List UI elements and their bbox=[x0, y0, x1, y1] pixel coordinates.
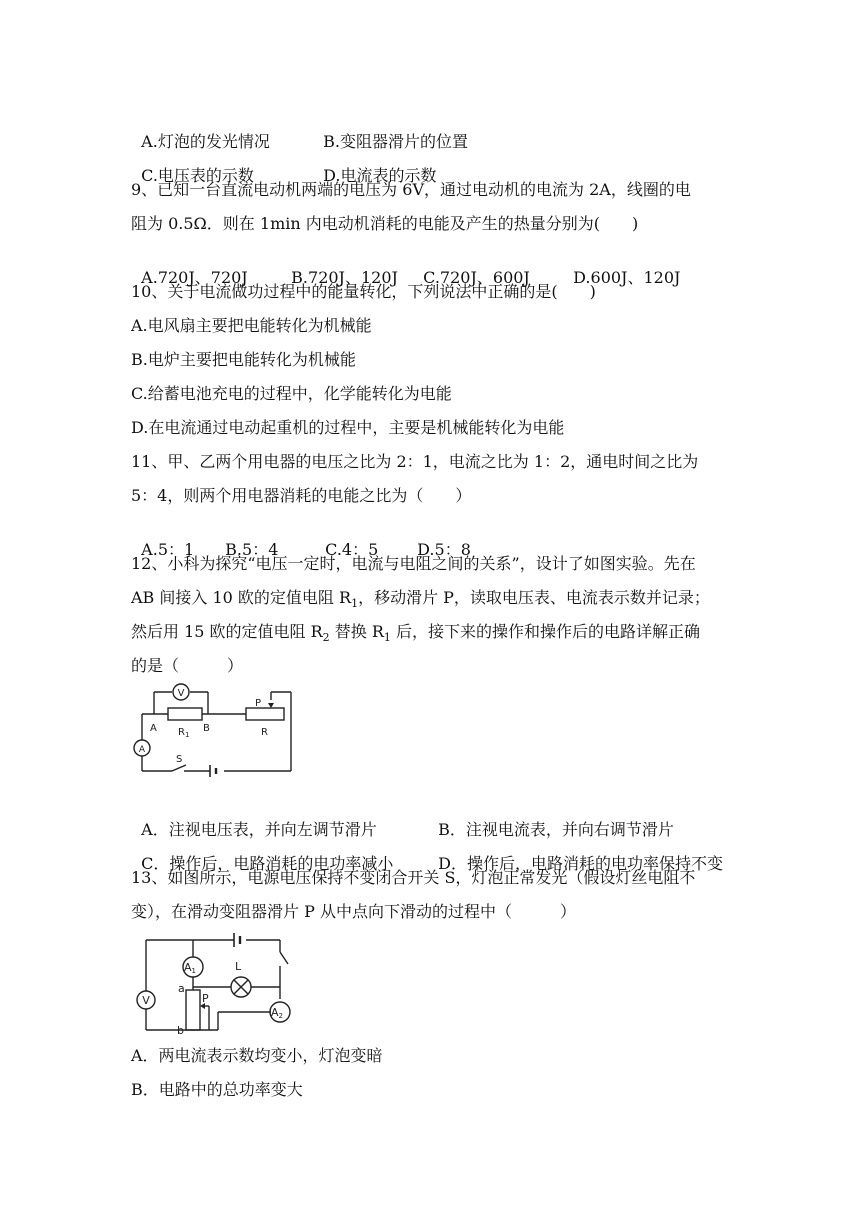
q8-option-d: D.电流表的示数 bbox=[323, 166, 437, 185]
q9-option-c: C.720J、600J bbox=[423, 268, 530, 287]
q12-line3-sub1: 2 bbox=[322, 631, 330, 645]
q13-a2-letter: A bbox=[271, 1006, 279, 1019]
q13-option-b: B．电路中的总功率变大 bbox=[131, 1080, 303, 1099]
q13-slider-p-label: P bbox=[202, 992, 209, 1005]
q13-voltmeter-label: V bbox=[142, 994, 150, 1007]
q12-option-c: C．操作后，电路消耗的电功率减小 bbox=[141, 854, 394, 873]
q9-stem-line2: 阻为 0.5Ω．则在 1min 内电动机消耗的电能及产生的热量分别为( ) bbox=[131, 214, 639, 233]
q13-stem-line2: 变），在滑动变阻器滑片 P 从中点向下滑动的过程中（ ） bbox=[131, 902, 576, 921]
q12-point-a-label: A bbox=[150, 723, 157, 734]
q13-stem-line1: 13、如图所示，电源电压保持不变闭合开关 S，灯泡正常发光（假设灯丝电阻不 bbox=[131, 868, 696, 887]
q12-switch-label: S bbox=[176, 754, 183, 765]
q13-a1-letter: A bbox=[184, 961, 192, 974]
q12-stem-line1: 12、小科为探究“电压一定时，电流与电阻之间的关系”，设计了如图实验。先在 bbox=[131, 554, 696, 573]
q12-option-a: A．注视电压表，并向左调节滑片 bbox=[141, 820, 377, 839]
q12-rheostat-label: R bbox=[261, 727, 268, 738]
q12-r1-subscript: 1 bbox=[184, 731, 190, 739]
q12-line2-part1: AB 间接入 10 欧的定值电阻 R bbox=[131, 588, 352, 607]
q13-lamp-label: L bbox=[235, 960, 242, 973]
q11-option-d: D.5：8 bbox=[417, 540, 471, 559]
q12-stem-line3 bbox=[131, 622, 700, 648]
q12-line3-part1: 然后用 15 欧的定值电阻 R bbox=[131, 622, 323, 641]
q8-option-b: B.变阻器滑片的位置 bbox=[323, 132, 469, 151]
q8-option-c: C.电压表的示数 bbox=[141, 166, 254, 185]
q13-a2-label bbox=[271, 1006, 283, 1020]
q13-a1-subscript: 1 bbox=[191, 967, 196, 975]
q12-stem-line2 bbox=[131, 588, 710, 614]
q12-option-b: B．注视电流表，并向右调节滑片 bbox=[438, 820, 674, 839]
q13-a2-subscript: 2 bbox=[278, 1012, 283, 1020]
q9-stem-line1: 9、已知一台直流电动机两端的电压为 6V，通过电动机的电流为 2A，线圈的电 bbox=[131, 180, 691, 199]
q12-line2-part2: ，移动滑片 P，读取电压表、电流表示数并记录； bbox=[358, 588, 710, 607]
q12-voltmeter-label: V bbox=[177, 688, 185, 699]
q9-option-d: D.600J、120J bbox=[573, 268, 681, 287]
q12-line2-sub: 1 bbox=[351, 597, 359, 611]
q12-circuit-diagram bbox=[128, 683, 298, 783]
q13-circuit-diagram bbox=[130, 930, 305, 1038]
q10-option-a: A.电风扇主要把电能转化为机械能 bbox=[131, 316, 372, 335]
q13-a1-label bbox=[184, 961, 196, 975]
q13-option-a: A．两电流表示数均变小，灯泡变暗 bbox=[131, 1046, 383, 1065]
q11-option-c: C.4：5 bbox=[325, 540, 379, 559]
q13-rheostat bbox=[186, 990, 200, 1030]
q10-option-c: C.给蓄电池充电的过程中，化学能转化为电能 bbox=[131, 384, 452, 403]
q12-r1-letter: R bbox=[178, 727, 185, 738]
q9-option-b: B.720J、120J bbox=[291, 268, 398, 287]
q12-r1-label bbox=[178, 727, 189, 739]
q13-point-a-label: a bbox=[178, 982, 185, 995]
q12-point-b-label: B bbox=[203, 723, 210, 734]
q9-option-a: A.720J、720J bbox=[141, 268, 248, 287]
q12-line3-part3: 后，接下来的操作和操作后的电路详解正确 bbox=[390, 622, 700, 641]
q8-option-a: A.灯泡的发光情况 bbox=[141, 132, 270, 151]
q10-option-b: B.电炉主要把电能转化为机械能 bbox=[131, 350, 356, 369]
q12-option-d: D．操作后，电路消耗的电功率保持不变 bbox=[438, 854, 724, 873]
q12-stem-line4: 的是（ ） bbox=[131, 656, 244, 675]
q10-option-d: D.在电流通过电动起重机的过程中，主要是机械能转化为电能 bbox=[131, 418, 565, 437]
q11-option-b: B.5：4 bbox=[225, 540, 279, 559]
q12-line3-sub2: 1 bbox=[383, 631, 391, 645]
q11-option-a: A.5：1 bbox=[141, 540, 195, 559]
q12-ammeter-label: A bbox=[138, 745, 146, 755]
q10-stem: 10、关于电流做功过程中的能量转化，下列说法中正确的是( ) bbox=[131, 282, 596, 301]
q11-stem-line2: 5：4，则两个用电器消耗的电能之比为（ ） bbox=[131, 486, 472, 505]
q12-rheostat bbox=[246, 708, 284, 720]
q12-slider-p-label: P bbox=[255, 698, 262, 709]
q12-line3-part2: 替换 R bbox=[329, 622, 384, 641]
q12-r1-resistor bbox=[168, 708, 202, 720]
q13-point-b-label: b bbox=[177, 1024, 184, 1037]
q11-stem-line1: 11、甲、乙两个用电器的电压之比为 2：1，电流之比为 1：2，通电时间之比为 bbox=[131, 452, 699, 471]
